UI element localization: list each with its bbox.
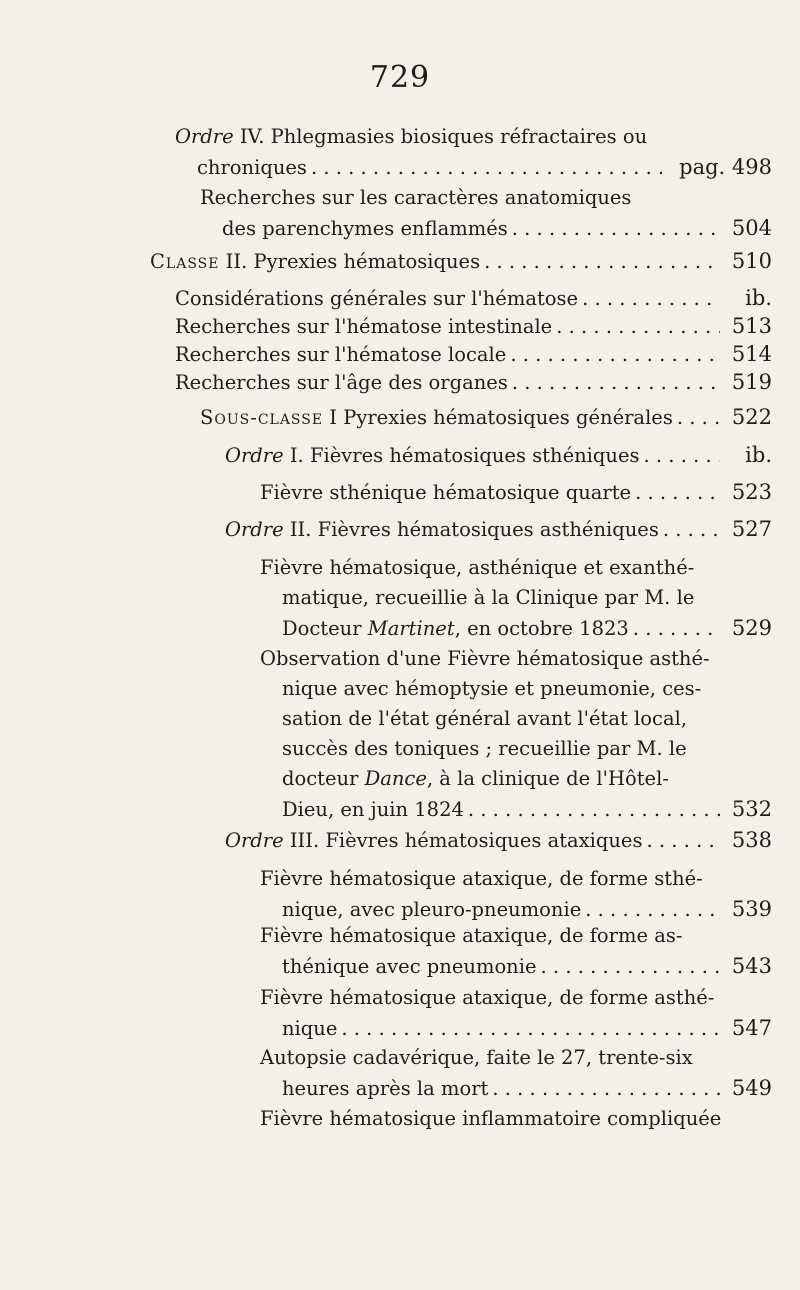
toc-entry-line xyxy=(260,894,772,924)
toc-entry xyxy=(260,983,772,1043)
toc-entry-text: docteur Dance, à la clinique de l'Hôtel- xyxy=(282,767,669,790)
toc-entry-line xyxy=(175,311,772,341)
toc-entry-page: 513 xyxy=(731,314,772,338)
toc-entry-text: Dieu, en juin 1824 xyxy=(282,798,464,821)
toc-entry-page: 539 xyxy=(731,897,772,921)
toc-entry xyxy=(260,1104,772,1134)
toc-entry-page: 543 xyxy=(731,954,772,978)
toc-entry-line xyxy=(225,825,772,855)
toc-entry-line xyxy=(175,122,772,152)
toc-entry-text: Docteur Martinet, en octobre 1823 xyxy=(282,617,629,640)
dot-leader xyxy=(642,826,720,856)
toc-entry-page: ib. xyxy=(745,443,772,467)
page-number: 729 xyxy=(369,60,431,95)
toc-entry-text: chroniques xyxy=(197,156,307,179)
toc-entry-line xyxy=(260,674,772,704)
toc-entry-page: ib. xyxy=(745,286,772,310)
toc-entry-text: matique, recueillie à la Clinique par M. le xyxy=(282,586,695,609)
toc-entry-line xyxy=(150,246,772,276)
toc-entry-text: Fièvre hématosique inflammatoire compliquée xyxy=(260,1107,722,1130)
toc-entry xyxy=(260,477,772,507)
toc-entry-line xyxy=(260,921,772,951)
toc-entry xyxy=(260,864,772,924)
toc-entry-text: Sous-classe I Pyrexies hématosiques générales xyxy=(200,406,673,429)
toc-entry-page: 547 xyxy=(731,1016,772,1040)
toc-entry-line xyxy=(260,983,772,1013)
toc-entry-line xyxy=(260,794,772,824)
toc-entry xyxy=(175,367,772,397)
toc-entry xyxy=(200,183,772,243)
toc-entry-text: succès des toniques ; recueillie par M. le xyxy=(282,737,687,760)
toc-entry-line xyxy=(260,1073,772,1103)
toc-entry-text: Ordre I. Fièvres hématosiques sthéniques xyxy=(225,444,640,467)
dot-leader xyxy=(488,1074,720,1104)
toc-entry xyxy=(260,921,772,981)
toc-entry-line xyxy=(260,704,772,734)
toc-entry xyxy=(175,122,772,182)
toc-entry-page: 529 xyxy=(731,616,772,640)
toc-entry xyxy=(175,339,772,369)
toc-entry-text: nique avec hémoptysie et pneumonie, ces- xyxy=(282,677,702,700)
toc-entry-line xyxy=(260,644,772,674)
toc-entry-line xyxy=(175,152,772,182)
dot-leader xyxy=(578,284,720,314)
dot-leader xyxy=(464,795,720,825)
toc-entry xyxy=(260,553,772,643)
toc-entry-text: Recherches sur l'âge des organes xyxy=(175,371,508,394)
dot-leader xyxy=(629,614,720,644)
toc-entry-line xyxy=(260,864,772,894)
toc-entry-page: 538 xyxy=(731,828,772,852)
toc-entry-page: pag. 498 xyxy=(679,155,772,179)
dot-leader xyxy=(508,368,720,398)
toc-entry-text: Autopsie cadavérique, faite le 27, trente-six xyxy=(260,1046,693,1069)
toc-entry xyxy=(260,644,772,824)
toc-entry-text: Fièvre hématosique ataxique, de forme asthé- xyxy=(260,986,715,1009)
dot-leader xyxy=(552,312,720,342)
toc-entry-line xyxy=(225,514,772,544)
toc-entry-line xyxy=(175,283,772,313)
toc-entry xyxy=(225,825,772,855)
dot-leader xyxy=(659,515,720,545)
toc-entry-text: Recherches sur l'hématose locale xyxy=(175,343,507,366)
toc-entry-page: 510 xyxy=(731,249,772,273)
toc-entry-line xyxy=(175,367,772,397)
toc-entry-page: 523 xyxy=(731,480,772,504)
toc-entry-text: heures après la mort xyxy=(282,1077,489,1100)
toc-entry-text: Ordre IV. Phlegmasies biosiques réfractaires ou xyxy=(175,125,648,148)
toc-entry-line xyxy=(260,1104,772,1134)
toc-entry-page: 504 xyxy=(731,216,772,240)
toc-entry-page: 532 xyxy=(731,797,772,821)
dot-leader xyxy=(337,1014,720,1044)
toc-entry-text: nique, avec pleuro-pneumonie xyxy=(282,898,582,921)
dot-leader xyxy=(506,340,720,370)
toc-entry-line xyxy=(260,613,772,643)
toc-entry-text: nique xyxy=(282,1017,338,1040)
toc-entry xyxy=(175,311,772,341)
toc-entry-text: des parenchymes enflammés xyxy=(222,217,508,240)
toc-entry-line xyxy=(225,440,772,470)
toc-entry-page: 514 xyxy=(731,342,772,366)
toc-entry xyxy=(150,246,772,276)
toc-entry-line xyxy=(260,553,772,583)
toc-entry-line xyxy=(200,402,772,432)
toc-entry-page: 522 xyxy=(731,405,772,429)
toc-entry-text: Considérations générales sur l'hématose xyxy=(175,287,579,310)
toc-entry-line xyxy=(200,213,772,243)
toc-entry-line xyxy=(260,477,772,507)
dot-leader xyxy=(673,403,720,433)
toc-entry xyxy=(225,440,772,470)
toc-entry-text: Classe II. Pyrexies hématosiques xyxy=(150,250,481,273)
toc-entry xyxy=(175,283,772,313)
dot-leader xyxy=(480,247,720,277)
toc-entry-line xyxy=(260,734,772,764)
dot-leader xyxy=(631,478,720,508)
toc-entry-text: Fièvre hématosique ataxique, de forme sthé- xyxy=(260,867,703,890)
toc-entry-page: 549 xyxy=(731,1076,772,1100)
toc-entry xyxy=(225,514,772,544)
toc-entry xyxy=(200,402,772,432)
toc-entry-page: 527 xyxy=(731,517,772,541)
toc-entry-line xyxy=(200,183,772,213)
toc-entry-line xyxy=(260,1013,772,1043)
dot-leader xyxy=(640,441,721,471)
dot-leader xyxy=(307,153,662,183)
toc-entry-text: Recherches sur les caractères anatomiques xyxy=(200,186,632,209)
toc-entry-line xyxy=(175,339,772,369)
toc-entry-page: 519 xyxy=(731,370,772,394)
toc-entry-text: Fièvre hématosique ataxique, de forme as- xyxy=(260,924,683,947)
toc-entry-text: Ordre III. Fièvres hématosiques ataxiques xyxy=(225,829,643,852)
toc-entry-text: Fièvre sthénique hématosique quarte xyxy=(260,481,632,504)
toc-entry-text: thénique avec pneumonie xyxy=(282,955,537,978)
dot-leader xyxy=(508,214,720,244)
toc-entry-text: Fièvre hématosique, asthénique et exanthé- xyxy=(260,556,695,579)
dot-leader xyxy=(537,952,720,982)
toc-entry-text: Recherches sur l'hématose intestinale xyxy=(175,315,553,338)
toc-entry-text: Observation d'une Fièvre hématosique asthé- xyxy=(260,647,710,670)
toc-entry-line xyxy=(260,951,772,981)
toc-entry-line xyxy=(260,583,772,613)
toc-entry-text: Ordre II. Fièvres hématosiques asthéniques xyxy=(225,518,659,541)
toc-entry-text: sation de l'état général avant l'état local, xyxy=(282,707,688,730)
toc-entry-line xyxy=(260,764,772,794)
toc-entry-line xyxy=(260,1043,772,1073)
toc-entry xyxy=(260,1043,772,1103)
